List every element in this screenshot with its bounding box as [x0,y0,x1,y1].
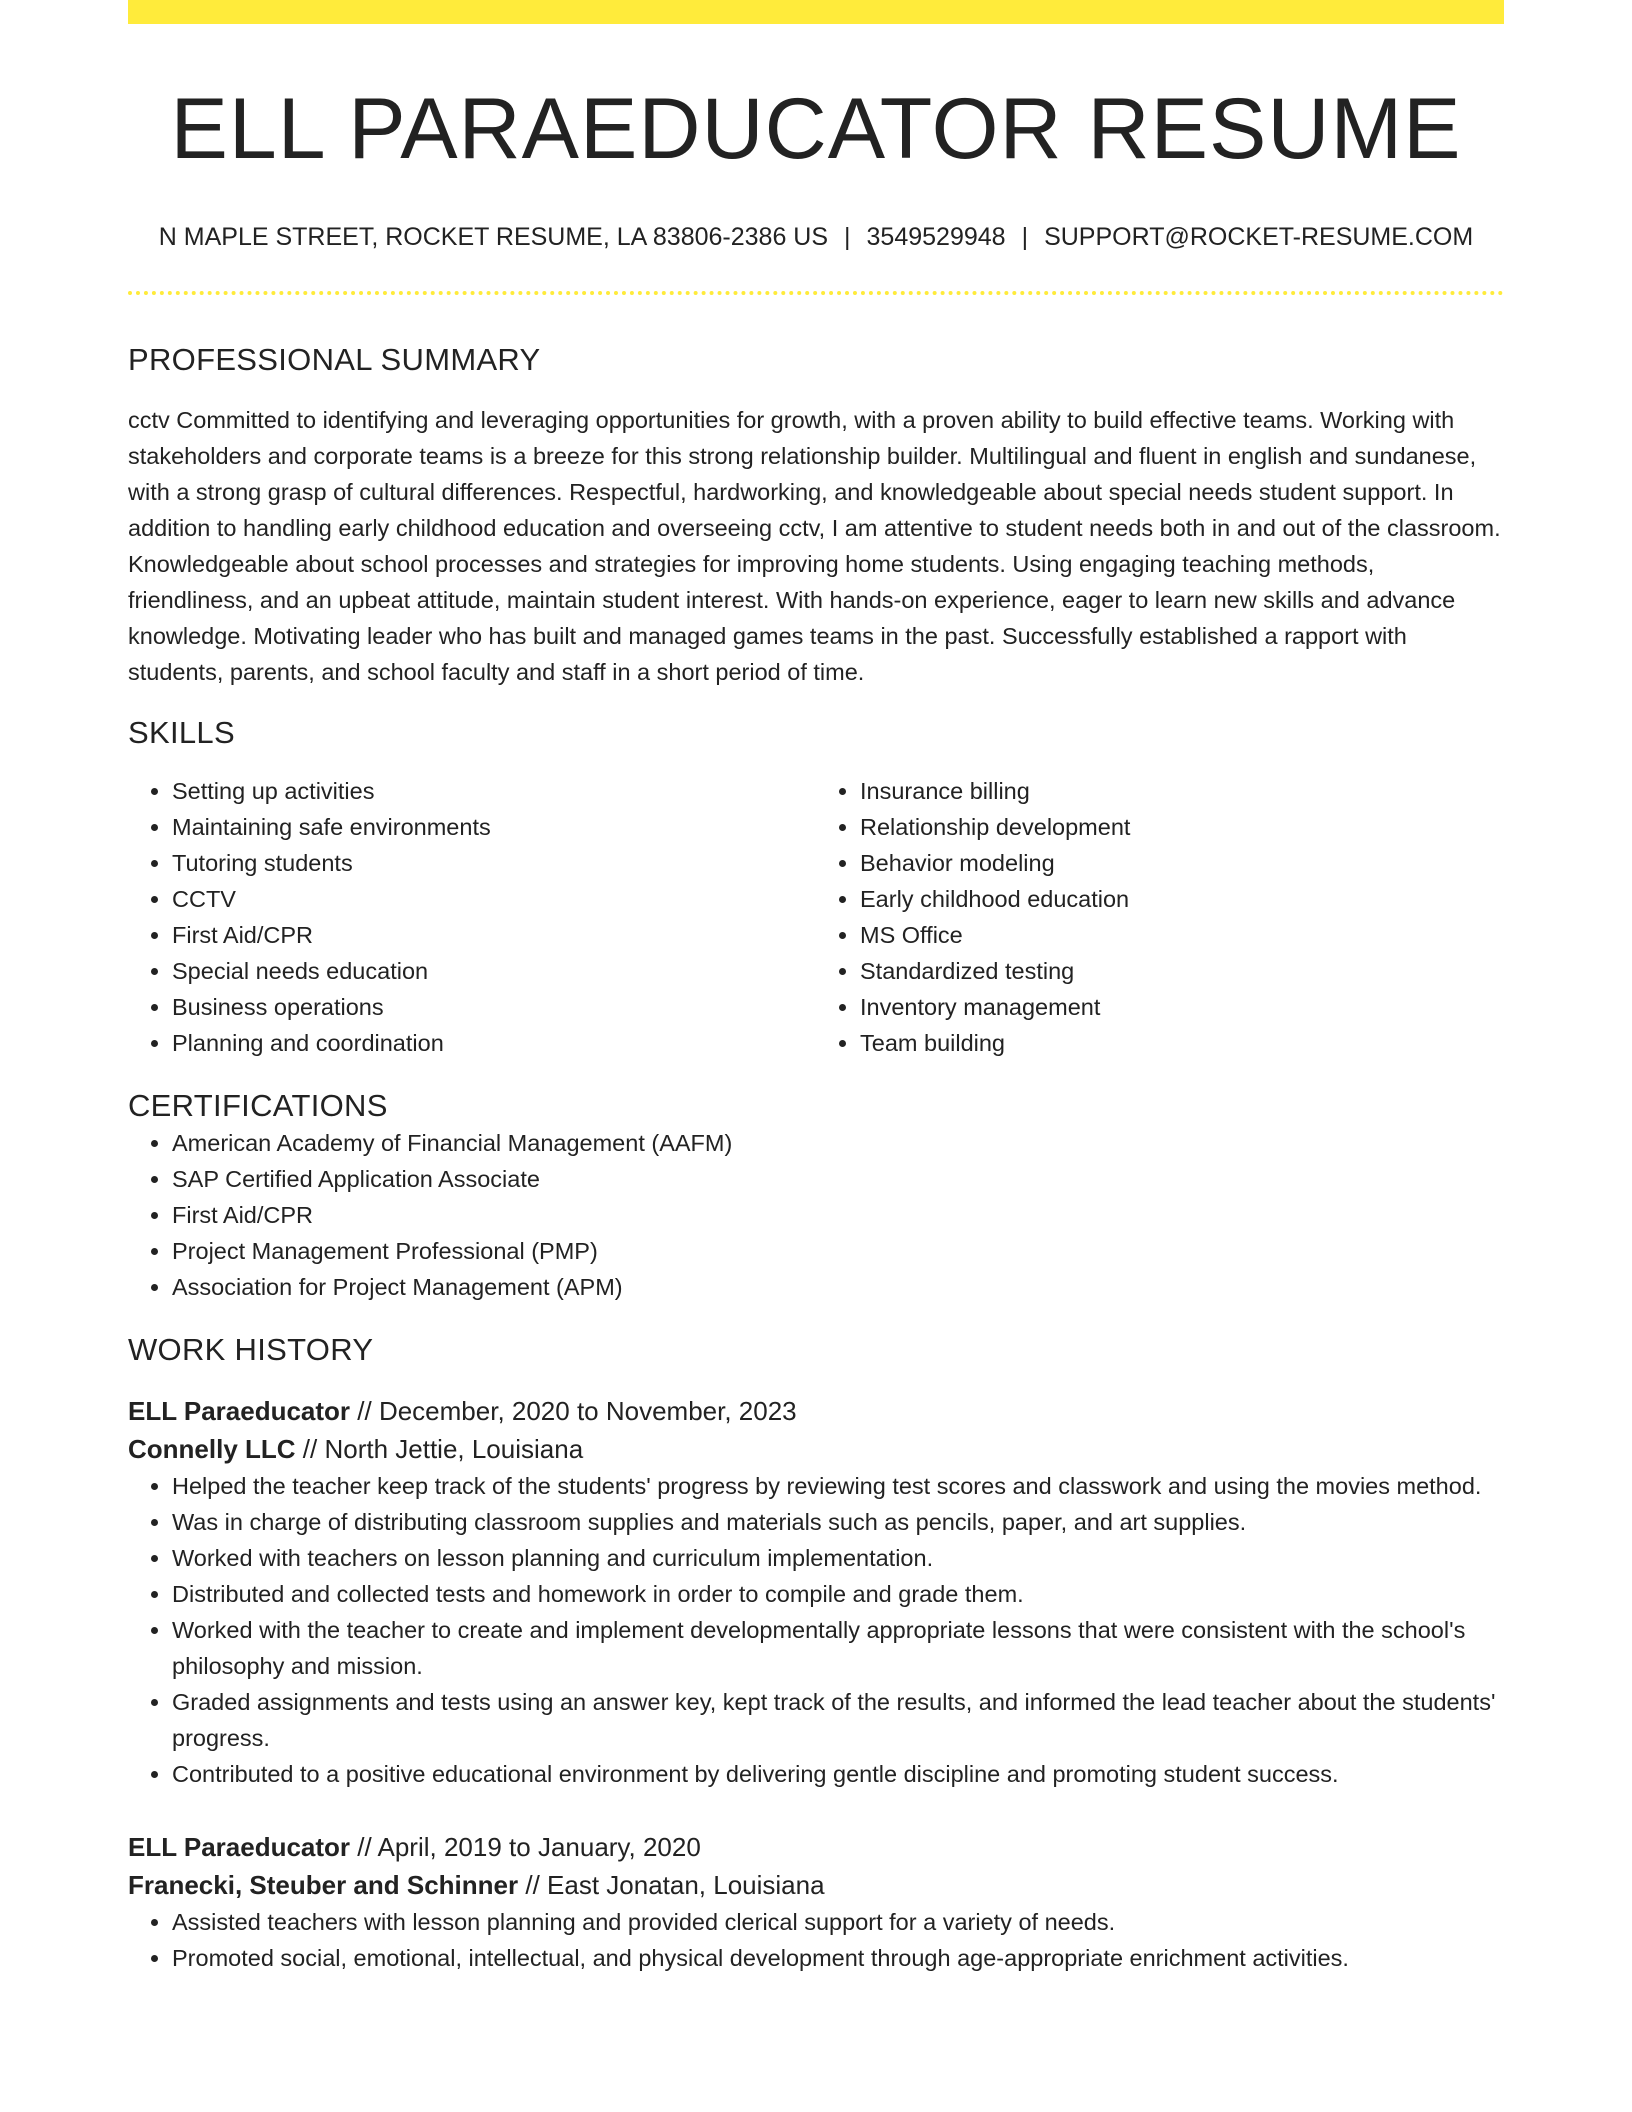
job-duties-list [128,1904,1504,1976]
job-dates: // December, 2020 to November, 2023 [350,1395,797,1426]
contact-separator: | [1021,222,1029,251]
skill-item: • Insurance billing [860,773,1504,809]
skill-item: • Behavior modeling [860,845,1504,881]
contact-line [128,221,1504,254]
skill-item: • Setting up activities [172,773,816,809]
certifications-list [128,1125,1504,1305]
job-company-line [128,1430,1504,1468]
job-duties-list [128,1468,1504,1792]
certification-item: • American Academy of Financial Management (AAFM) [172,1125,1504,1161]
skill-item: • Early childhood education [860,881,1504,917]
certification-item: • First Aid/CPR [172,1197,1504,1233]
skill-item: • MS Office [860,917,1504,953]
summary-text: cctv Committed to identifying and leveraging opportunities for growth, with a proven ability to build effective teams. Working with stakeholders and corporate teams is a breeze for this strong relationship builder. Multilingual and fluent in english and sundanese, with a strong grasp of cultural differences. Respectful, hardworking, and knowledgeable about special needs student support. In addition to handling early childhood education and overseeing cctv, I am attentive to student needs both in and out of the classroom. Knowledgeable about school processes and strategies for improving home students. Using engaging teaching methods, friendliness, and an upbeat attitude, maintain student interest. With hands-on experience, eager to learn new skills and advance knowledge. Motivating leader who has built and managed games teams in the past. Successfully established a rapport with students, parents, and school faculty and staff in a short period of time. [128,407,1501,686]
job-duty: • Assisted teachers with lesson planning and provided clerical support for a variety of needs. [172,1904,1504,1940]
job-role: ELL Paraeducator [128,1395,351,1426]
job-duty: • Helped the teacher keep track of the students' progress by reviewing test scores and classwork and using the movies method. [172,1468,1504,1504]
skills-column-right [816,773,1504,1061]
work-history-heading: WORK HISTORY [128,1331,374,1367]
job-duty: • Promoted social, emotional, intellectual, and physical development through age-appropriate enrichment activities. [172,1940,1504,1976]
resume-title: ELL PARAEDUCATOR RESUME [170,81,1462,177]
skills-grid [128,773,1504,1061]
job-role: ELL Paraeducator [128,1831,351,1862]
job-company-line [128,1866,1504,1904]
accent-top-bar [128,0,1504,24]
certification-item: • Association for Project Management (APM) [172,1269,1504,1305]
skill-item: • Standardized testing [860,953,1504,989]
contact-address: N MAPLE STREET, ROCKET RESUME, LA 83806-2386 US [158,222,829,251]
job-title-line [128,1828,1504,1866]
skill-item: • Tutoring students [172,845,816,881]
skill-item: • Maintaining safe environments [172,809,816,845]
certifications-heading: CERTIFICATIONS [128,1088,388,1124]
skills-list-left [128,773,816,1061]
skill-item: • Planning and coordination [172,1025,816,1061]
contact-separator: | [844,222,851,251]
job-title-line [128,1392,1504,1430]
contact-phone: 3549529948 [866,222,1006,251]
skill-item: • Inventory management [860,989,1504,1025]
skill-item: • Special needs education [172,953,816,989]
job-duty: • Worked with teachers on lesson planning and curriculum implementation. [172,1540,1504,1576]
contact-email[interactable]: SUPPORT@ROCKET-RESUME.COM [1044,222,1474,251]
skills-column-left [128,773,816,1061]
job-entry [128,1392,1504,1792]
skill-item: • Business operations [172,989,816,1025]
job-duty: • Contributed to a positive educational environment by delivering gentle discipline and promoting student success. [172,1756,1504,1792]
skill-item: • First Aid/CPR [172,917,816,953]
skill-item: • Relationship development [860,809,1504,845]
summary-heading: PROFESSIONAL SUMMARY [128,342,541,378]
resume-page [128,0,1504,1976]
skill-item: • Team building [860,1025,1504,1061]
job-company: Franecki, Steuber and Schinner [128,1869,519,1900]
job-location: // North Jettie, Louisiana [295,1433,584,1464]
certification-item: • Project Management Professional (PMP) [172,1233,1504,1269]
job-duty: • Graded assignments and tests using an answer key, kept track of the results, and informed the lead teacher about the students' progress. [172,1684,1504,1756]
job-location: // East Jonatan, Louisiana [518,1869,825,1900]
job-company: Connelly LLC [128,1433,296,1464]
skill-item: • CCTV [172,881,816,917]
certification-item: • SAP Certified Application Associate [172,1161,1504,1197]
job-entry [128,1828,1504,1976]
dotted-divider [128,291,1504,295]
job-dates: // April, 2019 to January, 2020 [350,1831,701,1862]
skills-heading: SKILLS [128,715,235,751]
skills-list-right [816,773,1504,1061]
job-duty: • Was in charge of distributing classroom supplies and materials such as pencils, paper, and art supplies. [172,1504,1504,1540]
job-duty: • Distributed and collected tests and homework in order to compile and grade them. [172,1576,1504,1612]
job-duty: • Worked with the teacher to create and implement developmentally appropriate lessons that were consistent with the school's philosophy and mission. [172,1612,1504,1684]
